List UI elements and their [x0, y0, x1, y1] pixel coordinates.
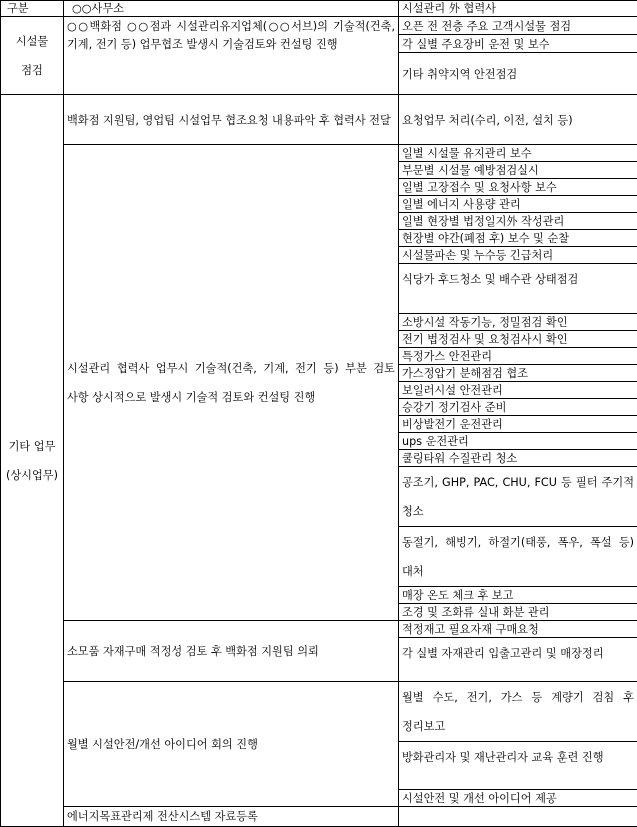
partner-item: 시설안전 및 개선 아이디어 제공	[399, 790, 637, 807]
partner-item: 매장 온도 체크 후 보고	[399, 587, 637, 604]
partner-item-empty	[399, 807, 637, 827]
partner-item: 승강기 정기검사 준비	[399, 399, 637, 416]
office-cell: 백화점 지원팀, 영업팀 시설업무 협조요청 내용파악 후 협력사 전달	[64, 95, 399, 145]
category-other: 기타 업무(상시업무)	[1, 95, 64, 827]
office-cell: 월별 시설안전/개선 아이디어 회의 진행	[64, 682, 399, 807]
table-row	[1, 621, 637, 638]
office-cell-inspection: ○○백화점 ○○점과 시설관리유지업체(○○서브)의 기술적(건축, 기계, 전기 등) 업무협조 발생시 기술검토와 컨설팅 진행	[64, 17, 399, 95]
partner-item: 일별 시설물 유지관리 보수	[399, 145, 637, 162]
partner-item: 각 실별 주요장비 운전 및 보수	[399, 35, 637, 53]
partner-item: 공조기, GHP, PAC, CHU, FCU 등 필터 주기적 청소	[399, 467, 637, 527]
table-row	[1, 95, 637, 145]
partner-item: 적정재고 필요자재 구매요청	[399, 621, 637, 638]
partner-item: 식당가 후드청소 및 배수관 상태점검	[399, 264, 637, 314]
table-row	[1, 17, 637, 35]
office-cell: 시설관리 협력사 업무시 기술적(건축, 기계, 전기 등) 부분 검토 사항 상시적으로 발생시 기술적 검토와 컨설팅 진행	[64, 145, 399, 621]
partner-item: 기타 취약지역 안전점검	[399, 53, 637, 95]
header-row	[1, 1, 637, 17]
table-row	[1, 145, 637, 162]
partner-item: 오픈 전 전층 주요 고객시설물 점검	[399, 17, 637, 35]
table-row	[1, 807, 637, 827]
partner-item: 동절기, 해빙기, 하절기(태풍, 폭우, 폭설 등) 대처	[399, 527, 637, 587]
partner-item: 요청업무 처리(수리, 이전, 설치 등)	[399, 95, 637, 145]
partner-item: 부문별 시설물 예방점검실시	[399, 162, 637, 179]
partner-item: 특정가스 안전관리	[399, 348, 637, 365]
partner-item: 조경 및 조화류 실내 화분 관리	[399, 604, 637, 621]
table-row	[1, 682, 637, 742]
partner-item: ups 운전관리	[399, 433, 637, 450]
office-cell: 소모품 자재구매 적정성 검토 후 백화점 지원팀 의뢰	[64, 621, 399, 682]
partner-item: 일별 고장접수 및 요청사항 보수	[399, 179, 637, 196]
partner-item: 일별 현장별 법정일지外 작성관리	[399, 213, 637, 230]
category-inspection: 시설물 점검	[1, 17, 64, 95]
header-office: ○○사무소	[64, 1, 399, 17]
partner-item: 전기 법정검사 및 요청검사시 확인	[399, 331, 637, 348]
partner-item: 각 실별 자재관리 입출고관리 및 매장정리	[399, 638, 637, 682]
partner-item: 일별 에너지 사용량 관리	[399, 196, 637, 213]
partner-item: 월별 수도, 전기, 가스 등 계량기 검침 후 정리보고	[399, 682, 637, 742]
partner-item: 쿨링타워 수질관리 청소	[399, 450, 637, 467]
partner-item: 방화관리자 및 재난관리자 교육 훈련 진행	[399, 742, 637, 790]
partner-item: 비상발전기 운전관리	[399, 416, 637, 433]
partner-item: 소방시설 작동기능, 정밀점검 확인	[399, 314, 637, 331]
partner-item: 현장별 야간(폐점 후) 보수 및 순찰	[399, 230, 637, 247]
header-partner: 시설관리 外 협력사	[399, 1, 637, 17]
partner-item: 보일러시설 안전관리	[399, 382, 637, 399]
partner-item: 시설물파손 및 누수등 긴급처리	[399, 247, 637, 264]
header-category: 구분	[1, 1, 64, 17]
office-cell: 에너지목표관리제 전산시스템 자료등록	[64, 807, 399, 827]
partner-item: 가스정압기 분해점검 협조	[399, 365, 637, 382]
